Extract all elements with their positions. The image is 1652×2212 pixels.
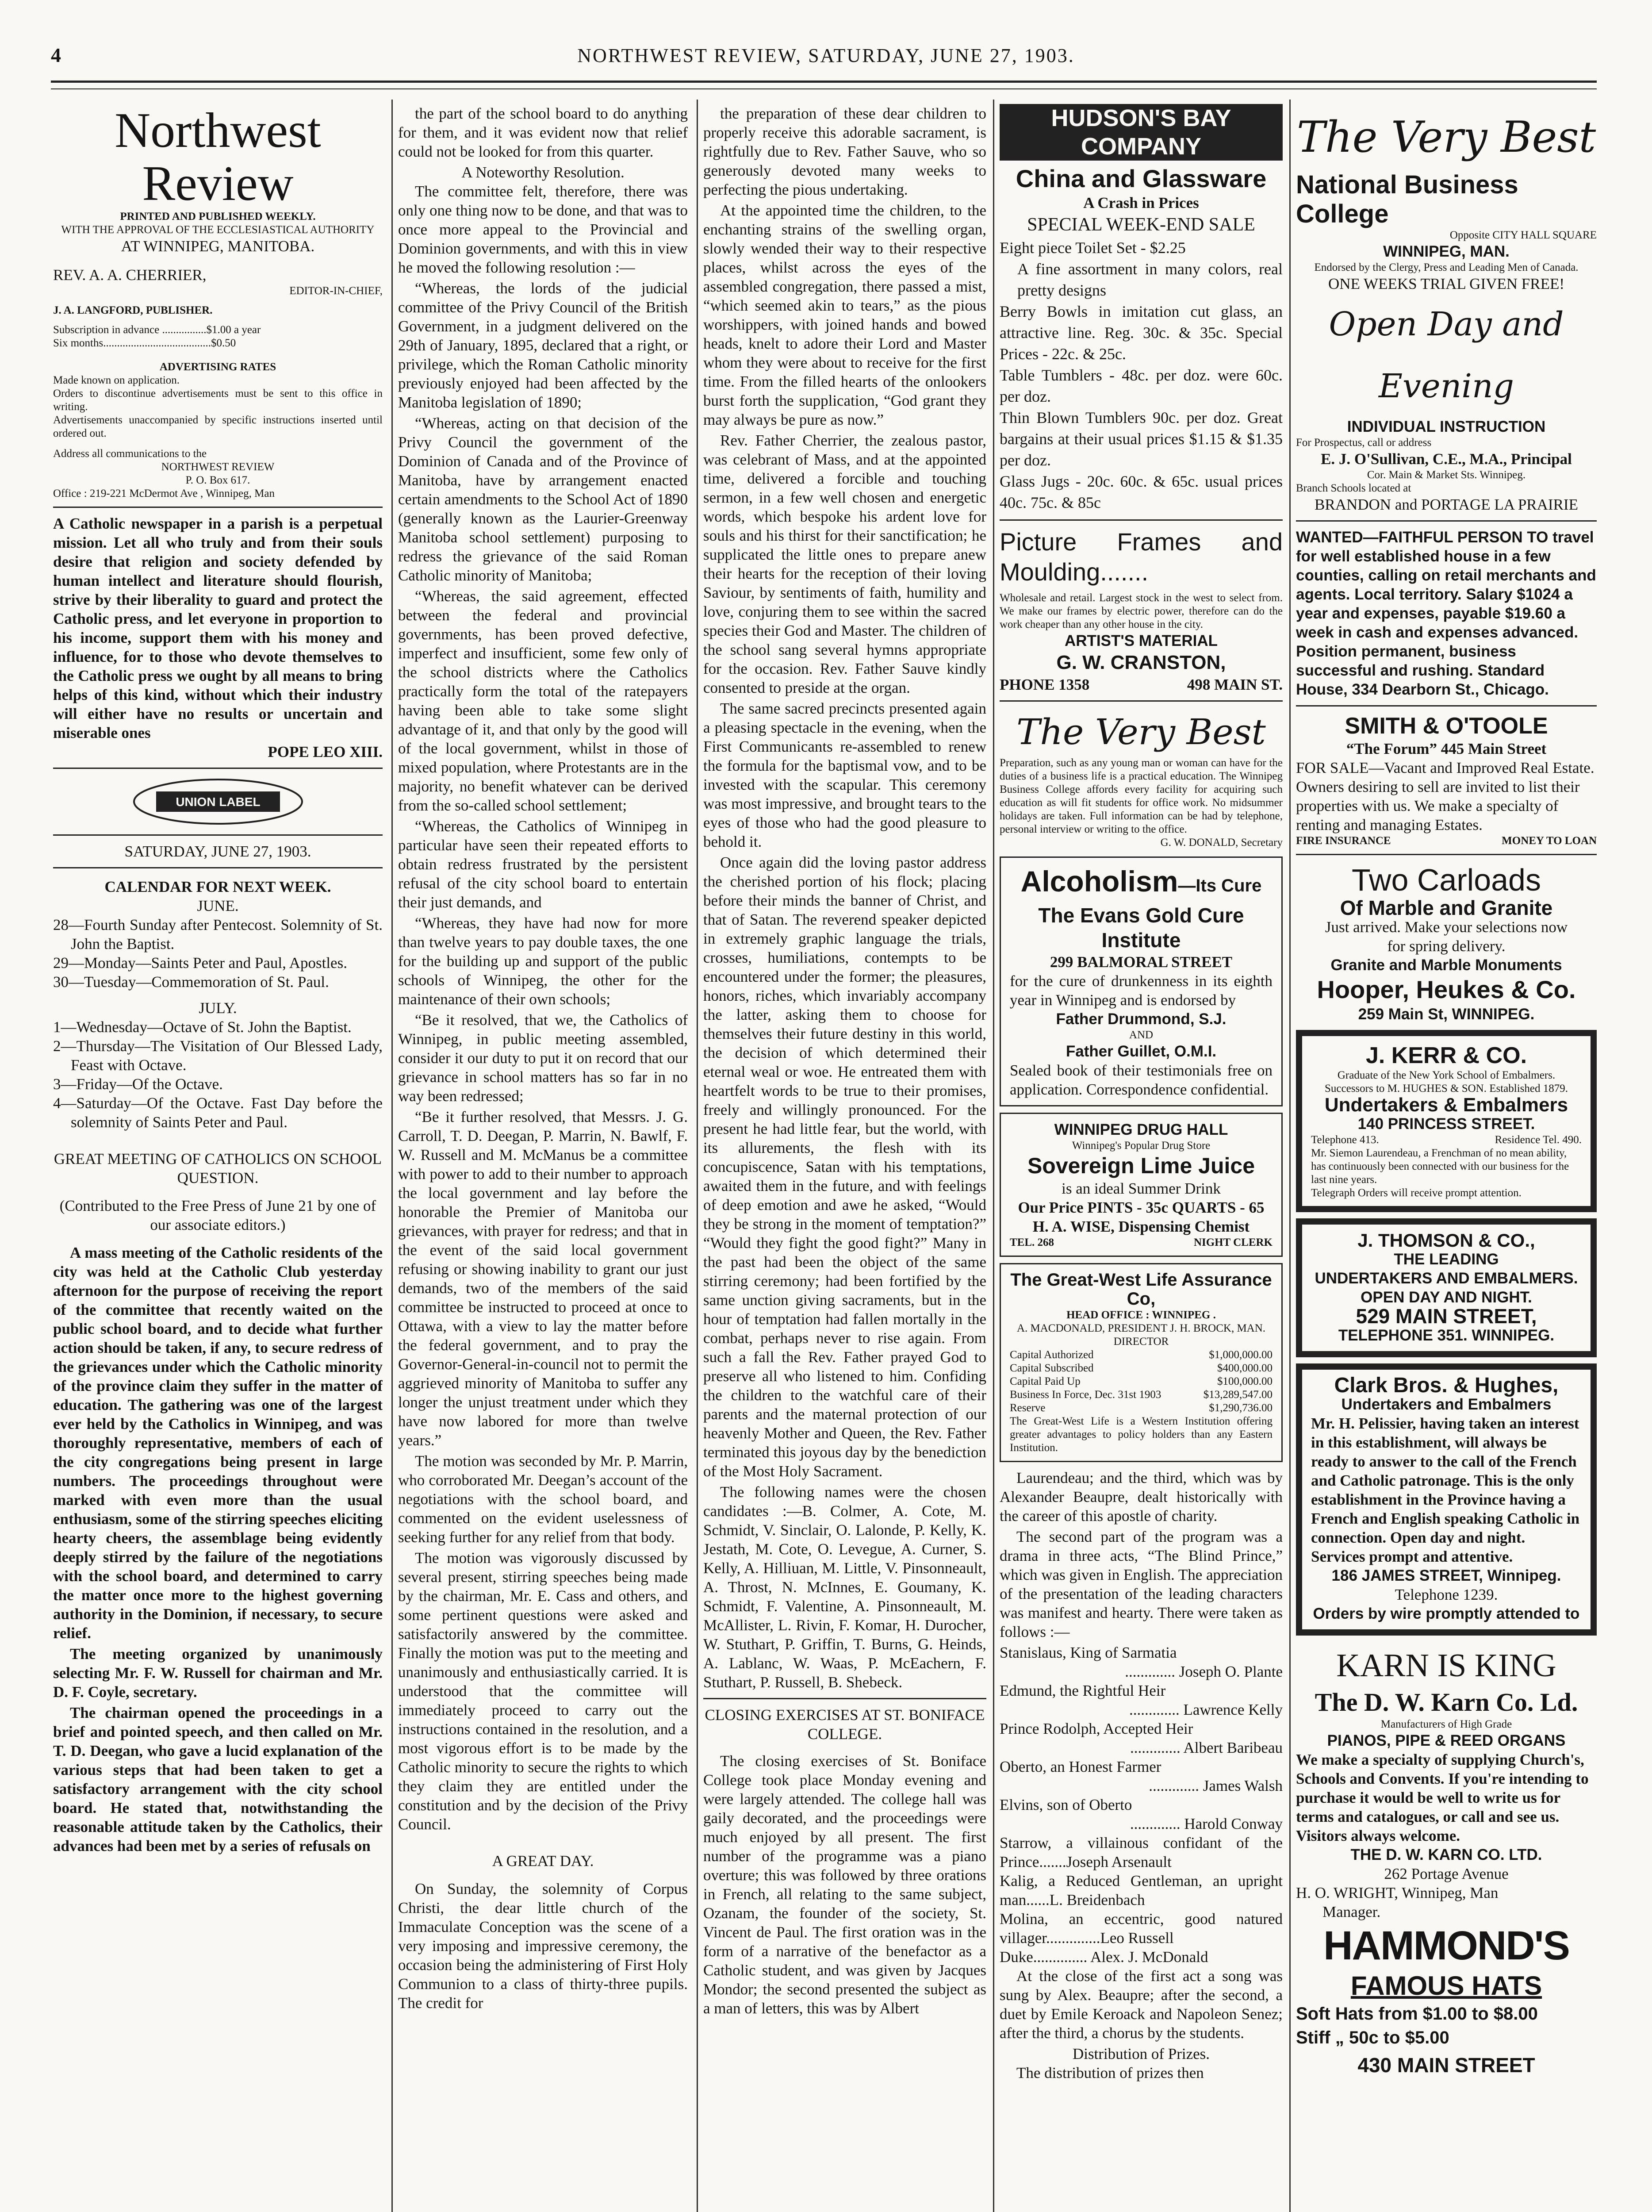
publisher: J. A. LANGFORD, PUBLISHER. [53, 304, 213, 316]
kerr-phones [1311, 1133, 1582, 1147]
gw-value: $1,290,736.00 [1209, 1402, 1273, 1414]
drug-hall-heading: WINNIPEG DRUG HALL [1054, 1121, 1228, 1138]
gw-label: Capital Authorized [1010, 1349, 1094, 1361]
thomson-open: OPEN DAY AND NIGHT. [1361, 1289, 1532, 1306]
nbc-city: WINNIPEG, MAN. [1383, 243, 1510, 260]
pope-leo-signature: POPE LEO XIII. [268, 743, 383, 760]
paragraph: The second part of the program was a drama in three acts, “The Blind Prince,” which was given in English. The appreciation of the presentation of the leading characters was manifest and hearty. There were taken as follows :— [1000, 1528, 1283, 1640]
drug-hall-ad [1000, 1113, 1283, 1257]
paragraph: The meeting organized by unanimously selecting Mr. F. W. Russell for chairman and Mr. D. F. Coyle, secretary. [53, 1645, 383, 1701]
advertising-note: Made known on application. [53, 374, 180, 386]
paragraph: Laurendeau; and the third, which was by Alexander Beaupre, dealt historically with the career of this apostle of charity. [1000, 1469, 1283, 1525]
drug-hall-title: Sovereign Lime Juice [1027, 1153, 1255, 1178]
union-label-icon [130, 777, 307, 826]
drug-hall-tel: TEL. 268 [1010, 1237, 1054, 1248]
thomson-leading: THE LEADING [1394, 1251, 1499, 1268]
gw-row [1010, 1388, 1273, 1402]
column-divider [697, 100, 698, 2212]
article-headline: GREAT MEETING OF CATHOLICS ON SCHOOL QUESTION. [54, 1150, 382, 1187]
thomson-address: 529 MAIN STREET, [1356, 1305, 1537, 1328]
smith-otoole-services [1296, 834, 1597, 848]
evans-institute: The Evans Gold Cure Institute [1038, 904, 1244, 952]
nbc-script-logo: The Very Best [1296, 112, 1596, 162]
clark-bros-title: Clark Bros. & Hughes, [1334, 1374, 1559, 1397]
hbc-item: Eight piece Toilet Set - $2.25 [1000, 239, 1186, 257]
cast-role: Starrow, a villainous confidant of the Prince.......Joseph Arsenault [1000, 1834, 1283, 1870]
paragraph: “Be it further resolved, that Messrs. J. G. Carroll, T. D. Deegan, P. Marrin, N. Bawlf, F. W. Russell and M. McManus be a committee with power to add to their number to approach the local government and lay before the honorable the Premier of Manitoba our grievances, with prayer for redress; and that in the event of the said local government refusing or showing inability to grant our just demands, two of the members of the said committee be instructed to proceed at once to Ottawa, with a view to lay the matter before the federal government, and to pray the Governor-General-in-council not to permit the aggrieved minority of Manitoba to suffer any longer the unjust treatment under which they have now labored for more than twelve years.” [398, 1108, 688, 1449]
calendar-july-list [53, 1018, 383, 1132]
paragraph: “Whereas, the lords of the judicial committee of the Privy Council of the British Government, in a judgment delivered on the 29th of January, 1895, declared that a right, or privilege, which the Roman Catholic minority previously enjoyed had been affected by the Manitoba legislation of 1890; [398, 280, 688, 411]
hbc-item: Thin Blown Tumblers 90c. per doz. Great bargains at their usual prices $1.15 & $1.35 per doz. [1000, 409, 1283, 469]
advertising-heading: ADVERTISING RATES [159, 361, 276, 373]
two-carloads-body: Just arrived. Make your selections now for spring delivery. [1325, 918, 1568, 955]
column-5 [1296, 104, 1597, 2212]
very-best-signature: G. W. DONALD, Secretary [1160, 837, 1283, 849]
cranston-address: 498 MAIN ST. [1187, 676, 1283, 693]
page-header-title: NORTHWEST REVIEW, SATURDAY, JUNE 27, 1903. [577, 45, 1075, 66]
hbc-title: China and Glassware [1016, 165, 1267, 192]
subheading: Distribution of Prizes. [1072, 2045, 1210, 2062]
cast-list [1000, 1643, 1283, 1966]
clark-bros-address: 186 JAMES STREET, Winnipeg. [1331, 1567, 1561, 1584]
gw-label: Business In Force, Dec. 31st 1903 [1010, 1389, 1161, 1401]
kerr-tel: Telephone 413. [1311, 1134, 1379, 1146]
gw-label: Reserve [1010, 1402, 1046, 1414]
karn-manager: H. O. WRIGHT, Winnipeg, Man [1296, 1884, 1499, 1901]
union-label-text: UNION LABEL [175, 795, 261, 809]
open-evening-branch: Branch Schools located at [1296, 482, 1411, 494]
clark-bros-ad [1296, 1363, 1597, 1636]
cast-actor: ............. Lawrence Kelly [1129, 1701, 1283, 1718]
header-rule [51, 81, 1597, 83]
cast-role: Kalig, a Reduced Gentleman, an upright man......L. Breidenbach [1000, 1872, 1283, 1909]
header-rule-thin [51, 88, 1597, 89]
drug-hall-price: Our Price PINTS - 35c QUARTS - 65 [1018, 1199, 1265, 1216]
article-headline: CLOSING EXERCISES AT ST. BONIFACE COLLEGE. [705, 1706, 985, 1743]
gw-title: The Great-West Life Assurance Co, [1010, 1270, 1272, 1309]
advertising-note: Advertisements unaccompanied by specific instructions inserted until ordered out. [53, 414, 383, 439]
clark-bros-sub: Undertakers and Embalmers [1341, 1396, 1552, 1413]
open-evening-principal: E. J. O'Sullivan, C.E., M.A., Principal [1321, 450, 1572, 468]
alcoholism-title: Alcoholism [1020, 865, 1178, 898]
hbc-item: Berry Bowls in imitation cut glass, an attractive line. Reg. 30c. & 35c. Special Prices - 22c. & 25c. [1000, 303, 1283, 363]
karn-heading: KARN IS KING [1336, 1647, 1556, 1684]
calendar-heading: CALENDAR FOR NEXT WEEK. [104, 878, 331, 895]
paragraph: “Whereas, the said agreement, effected between the federal and provincial governments, has been proved defective, imperfect and insufficient, some few only of the school districts where the Catholics practically form the total of the ratepayers having been able to take some slight advantage of it, and that only by the good will of the local government, whilst in those of mixed population, where Protestants are in the majority, no benefit whatever can be derived from the so-called school settlement; [398, 588, 688, 814]
thomson-undertakers: UNDERTAKERS AND EMBALMERS. [1315, 1270, 1578, 1287]
column-divider [993, 100, 994, 2212]
editor-role: EDITOR-IN-CHIEF, [289, 285, 383, 297]
kerr-res: Residence Tel. 490. [1495, 1134, 1582, 1146]
cast-role: Edmund, the Rightful Heir [1000, 1682, 1166, 1699]
hbc-subtitle: A Crash in Prices [1083, 194, 1199, 211]
karn-manager-title: Manager. [1322, 1903, 1381, 1920]
advertising-note: Orders to discontinue advertisements must be sent to this office in writing. [53, 388, 383, 413]
drug-hall-desc: is an ideal Summer Drink [1062, 1180, 1221, 1197]
karn-products: PIANOS, PIPE & REED ORGANS [1327, 1732, 1566, 1749]
address-line: Address all communications to the [53, 448, 207, 460]
gw-label: Capital Paid Up [1010, 1375, 1081, 1387]
smith-otoole-body: FOR SALE—Vacant and Improved Real Estate. Owners desiring to sell are invited to list their properties with us. We make a specialty of renting and managing Estates. [1296, 759, 1595, 833]
two-carloads-monuments: Granite and Marble Monuments [1330, 956, 1562, 974]
address-line: P. O. Box 617. [185, 474, 250, 486]
hammonds-address: 430 MAIN STREET [1357, 2054, 1535, 2077]
kerr-body: Mr. Siemon Laurendeau, a Frenchman of no mean ability, has continuously been connected with our business for the last nine years. [1311, 1147, 1569, 1186]
cranston-contact [1000, 675, 1283, 694]
subheading: A Noteworthy Resolution. [461, 164, 625, 181]
column-4 [1000, 104, 1283, 2212]
nbc-endorse: Endorsed by the Clergy, Press and Leading Men of Canada. [1314, 261, 1579, 273]
subscription-rate: Subscription in advance ................$1.00 a year [53, 324, 261, 336]
thomson-ad [1296, 1218, 1597, 1357]
column-divider [391, 100, 393, 2212]
karn-address: 262 Portage Avenue [1384, 1865, 1509, 1882]
calendar-item: 2—Thursday—The Visitation of Our Blessed Lady, Feast with Octave. [53, 1037, 383, 1074]
page-number: 4 [51, 44, 61, 66]
union-label-logo [53, 775, 383, 828]
hammonds-sub: FAMOUS HATS [1350, 1971, 1542, 2001]
cast-actor: ............. Harold Conway [1130, 1815, 1283, 1832]
paragraph: the preparation of these dear children to properly receive this adorable sacrament, is rightfully due to Rev. Father Sauve, who so generously devoted many weeks to perfecting the pious undertaking. [703, 105, 986, 198]
smith-otoole-money: MONEY TO LOAN [1502, 835, 1597, 847]
masthead: Northwest Review [115, 104, 321, 211]
kerr-undertakers: Undertakers & Embalmers [1324, 1094, 1568, 1116]
paragraph: The committee felt, therefore, there was only one thing now to be done, and that was to once more appeal to the Provincial and Dominion governments, and with this in view he moved the following resolution :— [398, 183, 688, 276]
pope-leo-quote: A Catholic newspaper in a parish is a perpetual mission. Let all who truly and from their souls desire that religion and society defended by human intellect and literature should flourish, strive by their liberality to guard and protect the Catholic press, and let everyone in proportion to his income, support them with his money and influence, for to those who devote themselves to the Catholic press we ought by all means to bring helps of this kind, without which their industry will either have no results or uncertain and miserable ones [53, 515, 383, 741]
gw-table [1010, 1348, 1273, 1415]
cast-role: Molina, an eccentric, good natured villager..............Leo Russell [1000, 1910, 1283, 1947]
father-guillet: Father Guillet, O.M.I. [1066, 1043, 1217, 1060]
hammonds-stiff: Stiff „ 50c to $5.00 [1296, 2028, 1449, 2047]
alcoholism-ad [1000, 856, 1283, 1106]
masthead-sub: PRINTED AND PUBLISHED WEEKLY. [120, 211, 316, 223]
paragraph: The closing exercises of St. Boniface College took place Monday evening and were largely attended. The college hall was gaily decorated, and the proceedings were much enjoyed by all present. The first number of the programme was a piano overture; this was followed by three orations in French, all relating to the same subject, Ozanam, the founder of the society, St. Vincent de Paul. The first oration was in the form of a narrative of the benefactor as a Catholic student, and was given by Jacques Mondor; the second presented the subject as a man of letters, this was by Albert [703, 1752, 986, 2017]
article-headline: A GREAT DAY. [492, 1852, 594, 1870]
gw-label: Capital Subscribed [1010, 1362, 1094, 1374]
wanted-ad: WANTED—FAITHFUL PERSON TO travel for well established house in a few counties, calling on retail merchants and agents. Local territory. Salary $1024 a year and expenses, payable $19.60 a week in cash and expenses advanced. Position permanent, business successful and rushing. Standard House, 334 Dearborn St., Chicago. [1296, 529, 1596, 698]
gw-row [1010, 1348, 1273, 1362]
hooper-heukes-title: Hooper, Heukes & Co. [1317, 975, 1576, 1003]
paragraph: “Whereas, they have had now for more than twelve years to pay double taxes, the one for the building up and support of the public schools of Winnipeg, the other for the maintenance of their own schools; [398, 914, 688, 1008]
smith-otoole-forum: “The Forum” 445 Main Street [1346, 740, 1547, 757]
gw-footer: The Great-West Life is a Western Institution offering greater advantages to policy holders than any Eastern Institution. [1010, 1415, 1273, 1454]
address-line: NORTHWEST REVIEW [161, 461, 275, 473]
hbc-sale: SPECIAL WEEK-END SALE [1027, 215, 1255, 235]
open-evening-script: Open Day and Evening [1329, 305, 1564, 405]
very-best-script: The Very Best [1016, 711, 1266, 753]
picture-frames-title: Picture Frames and Moulding....... [1000, 528, 1283, 586]
evans-and: AND [1129, 1029, 1154, 1041]
kerr-ad [1296, 1030, 1597, 1212]
gw-value: $100,000.00 [1217, 1375, 1273, 1387]
subscription-six-months: Six months.......................................$0.50 [53, 337, 236, 349]
evans-footer: Sealed book of their testimonials free on application. Correspondence confidential. [1010, 1062, 1273, 1098]
calendar-item: 28—Fourth Sunday after Pentecost. Solemnity of St. John the Baptist. [53, 916, 383, 952]
father-drummond: Father Drummond, S.J. [1056, 1010, 1227, 1028]
hooper-heukes-address: 259 Main St, WINNIPEG. [1358, 1006, 1535, 1023]
paragraph: The same sacred precincts presented again a pleasing spectacle in the evening, when the First Communicants re-assembled to renew the formula for the baptismal vow, and to be invested with the scapular. This ceremony was most impressive, and brought tears to the eyes of those who had the good pleasure to behold it. [703, 700, 986, 850]
kerr-address: 140 PRINCESS STREET. [1357, 1115, 1535, 1133]
calendar-item: 1—Wednesday—Octave of St. John the Baptist. [53, 1018, 352, 1036]
calendar-item: 30—Tuesday—Commemoration of St. Paul. [53, 973, 329, 991]
hammonds-title: HAMMOND'S [1323, 1923, 1569, 1968]
gw-value: $1,000,000.00 [1209, 1349, 1273, 1361]
paragraph: “Be it resolved, that we, the Catholics of Winnipeg, in public meeting assembled, consider it our duty to put it on record that our grievance in school matters has so far in no way been redressed; [398, 1011, 688, 1105]
hbc-logo: HUDSON'S BAY COMPANY [1000, 104, 1283, 161]
masthead-approval: WITH THE APPROVAL OF THE ECCLESIASTICAL AUTHORITY [61, 224, 375, 236]
gw-value: $400,000.00 [1217, 1362, 1273, 1374]
cranston-phone: PHONE 1358 [1000, 676, 1090, 693]
gw-row [1010, 1375, 1273, 1388]
open-evening-instruction: INDIVIDUAL INSTRUCTION [1347, 418, 1546, 435]
karn-mfr: Manufacturers of High Grade [1380, 1718, 1512, 1730]
hbc-item: Table Tumblers - 48c. per doz. were 60c. per doz. [1000, 366, 1283, 405]
cast-role: Stanislaus, King of Sarmatia [1000, 1644, 1177, 1661]
paragraph: At the appointed time the children, to the enchanting strains of the swelling organ, slowly wended their way to their respective places, whilst across the eyes of the assembled congregation, there passed a mist, “which seemed akin to tears,” as the pious worshippers, with joined hands and bowed heads, knelt to adore their Lord and Master whom they were about to receive for the first time. From the filled hearts of the onlookers burst forth the supplication, “God grant they may always be pure as now.” [703, 202, 986, 428]
column-2 [398, 104, 688, 2212]
paragraph: A mass meeting of the Catholic residents of the city was held at the Catholic Club yesterday afternoon for the purpose of receiving the report of the committee that recently waited on the public school board, and to decide what further action should be taken, if any, to secure redress of the grievances under which the Catholic minority of the province claim they suffer in the matter of education. The gathering was one of the largest ever held by the Catholics in Winnipeg, and was thoroughly representative, members of each of the city congregations being present in large numbers. The proceedings throughout were marked with even more than the usual enthusiasm, some of the stirring speeches eliciting hearty cheers, the assemblage being evidently deeply stirred by the failure of the negotiations with the school board, and determined to carry the matter once more to the highest governing authority in the Dominion, if necessary, to secure relief. [53, 1244, 383, 1642]
drug-hall-contact [1010, 1236, 1273, 1249]
evans-body: for the cure of drunkenness in its eighth year in Winnipeg and is endorsed by [1010, 972, 1273, 1009]
kerr-title: J. KERR & CO. [1365, 1043, 1527, 1068]
paragraph: Once again did the loving pastor address the cherished portion of his flock; placing before their minds the banner of Christ, and that of Satan. The reverend speaker depicted in extremely graphic language the trials, crosses, humiliations, contempts to be encountered under the former; the pleasures, honors, riches, which invariably accompany the latter, asking them to choose for themselves their future destiny in this world, the decision of which determined their eternal weal or woe. He entreated them with heartfelt words to be true to their promises, freely and willingly pronounced. For the present he had little fear, but the world, with its allurements, the flesh with its concupiscence, Satan with his temptations, awaited them in the future, and with feelings of deep emotion and awe he asked, “Would they be strong in the moment of temptation?” “Would they fight the good fight?” Many in the past had been the object of the same stirring ceremony; had been fortified by the same unction giving sacraments, but in the hour of temptation had fallen mortally in the combat, perhaps never to rise again. From such a fall the Rev. Father prayed God to preserve all who listened to him. Confiding the children to the watchful care of their parents and the maternal protection of our heavenly Mother and Queen, the Rev. Father terminated this joyous day by the benediction of the Most Holy Sacrament. [703, 854, 986, 1480]
gw-value: $13,289,547.00 [1203, 1389, 1273, 1401]
drug-hall-night: NIGHT CLERK [1193, 1237, 1273, 1248]
nbc-opposite: Opposite CITY HALL SQUARE [1449, 229, 1597, 241]
open-evening-branch-cities: BRANDON and PORTAGE LA PRAIRIE [1315, 496, 1578, 513]
calendar-month-june: JUNE. [197, 897, 239, 914]
paragraph: The distribution of prizes then [1016, 2064, 1204, 2081]
calendar-month-july: JULY. [199, 999, 237, 1017]
editor-name: REV. A. A. CHERRIER, [53, 266, 207, 284]
article-contrib-note: (Contributed to the Free Press of June 21 by one of our associate editors.) [59, 1197, 376, 1233]
hbc-item: Glass Jugs - 20c. 60c. & 65c. usual prices 40c. 75c. & 85c [1000, 472, 1283, 511]
issue-date: SATURDAY, JUNE 27, 1903. [124, 843, 311, 860]
clark-bros-orders: Orders by wire promptly attended to [1313, 1605, 1580, 1622]
thomson-tel: TELEPHONE 351. WINNIPEG. [1338, 1327, 1555, 1344]
cast-role: Duke.............. Alex. J. McDonald [1000, 1948, 1208, 1966]
gw-row [1010, 1362, 1273, 1375]
paragraph: The chairman opened the proceedings in a brief and pointed speech, and then called on Mr. T. D. Deegan, who gave a lucid explanation of the various steps that had been taken to get a satisfactory arrangement with the city school board. He stated that, notwithstanding the reasonable attitude taken by the Catholics, their advances had been met by a series of refusals on [53, 1704, 383, 1855]
paragraph: “Whereas, acting on that decision of the Privy Council the government of the Dominion of Canada and of the Province of Manitoba, have by arrangement enacted certain amendments to the School Act of 1890 (generally known as the Laurier-Greenway Manitoba school settlement) purposing to redress the grievance of the said Roman Catholic minority of Manitoba; [398, 415, 688, 584]
paragraph: On Sunday, the solemnity of Corpus Christi, the dear little church of the Immaculate Conception was the scene of a very imposing and impressive ceremony, the occasion being the administering of First Holy Communion to a class of thirty-three pupils. The credit for [398, 1880, 688, 2012]
paragraph: At the close of the first act a song was sung by Alex. Beaupre; after the second, a duet by Emile Keroack and Napoleon Senez; after the third, a chorus by the students. [1000, 1967, 1283, 2042]
hbc-item-list [1000, 237, 1283, 513]
picture-frames-body: Wholesale and retail. Largest stock in the west to select from. We make our frames by electric power, therefore can do the work cheaper than any other house in the city. [1000, 592, 1283, 630]
hbc-item: A fine assortment in many colors, real pretty designs [1017, 260, 1283, 299]
column-3 [703, 104, 986, 2212]
column-1 [53, 104, 383, 2212]
cast-actor: ............. Joseph O. Plante [1125, 1663, 1283, 1680]
kerr-grad: Graduate of the New York School of Embalmers. [1337, 1069, 1556, 1081]
alcoholism-cure: —Its Cure [1178, 876, 1262, 895]
thomson-title: J. THOMSON & CO., [1357, 1230, 1535, 1251]
karn-body: We make a specialty of supplying Church's, Schools and Convents. If you're intending to purchase it would be well to write us for terms and catalogues, or call and see us. Visitors always welcome. [1296, 1751, 1589, 1844]
two-carloads-title: Two Carloads [1352, 863, 1541, 897]
paragraph: The motion was seconded by Mr. P. Marrin, who corroborated Mr. Deegan’s account of the negotiations with the school board, and commented on the evident uselessness of seeking further for any relief from that body. [398, 1452, 688, 1546]
paragraph: the part of the school board to do anything for them, and it was evident now that relief could not be looked for from this quarter. [398, 105, 688, 160]
paragraph: The motion was vigorously discussed by several present, stirring speeches being made by the chairman, Mr. E. Cass and others, and some pertinent questions were asked and satisfactorily answered by the committee. Finally the motion was put to the meeting and unanimously and enthusiastically carried. It is understood that the committee will immediately proceed to carry out the instructions contained in the resolution, and a most vigorous effort is to be made by the Catholic minority to secure the rights to which they claim they are entitled under the constitution and by the decision of the Privy Council. [398, 1549, 688, 1833]
two-carloads-sub: Of Marble and Granite [1340, 896, 1553, 919]
artists-material: ARTIST'S MATERIAL [1065, 632, 1218, 649]
cast-role: Elvins, son of Oberto [1000, 1796, 1132, 1813]
calendar-june-list [53, 915, 383, 991]
address-line: Office : 219-221 McDermot Ave , Winnipeg, Man [53, 488, 275, 499]
hammonds-soft: Soft Hats from $1.00 to $8.00 [1296, 2004, 1538, 2024]
cast-role: Prince Rodolph, Accepted Heir [1000, 1720, 1193, 1737]
karn-firm: The D. W. Karn Co. Ld. [1315, 1688, 1578, 1717]
open-evening-prospectus: For Prospectus, call or address [1296, 437, 1432, 449]
cast-actor: ............. Albert Baribeau [1130, 1739, 1283, 1756]
evans-address: 299 BALMORAL STREET [1050, 953, 1233, 971]
column-divider [1289, 100, 1291, 2212]
clark-bros-tel: Telephone 1239. [1395, 1586, 1498, 1603]
open-evening-address: Cor. Main & Market Sts. Winnipeg. [1367, 469, 1526, 481]
gw-office: HEAD OFFICE : WINNIPEG . [1066, 1309, 1216, 1321]
very-best-body: Preparation, such as any young man or woman can have for the duties of a business life is a practical education. The Winnipeg Business College affords every facility for acquiring such education as will fit students for office work. No midsummer holidays are taken. Full information can be had by telephone, personal interview or writing to the office. [1000, 757, 1283, 835]
drug-hall-owner: H. A. WISE, Dispensing Chemist [1032, 1218, 1250, 1235]
paragraph: The following names were the chosen candidates :—B. Colmer, A. Cote, M. Schmidt, V. Sinclair, O. Lalonde, P. Kelly, K. Jestath, M. Cote, O. Levegue, A. Curner, S. Kelly, A. Hilliuan, M. Little, V. Pinsonneault, A. Throst, N. McInnes, E. Goumany, K. Schmidt, F. Valentine, A. Pinsonneault, M. McAllister, L. Rivin, F. Komar, H. Durocher, W. Stuthart, P. Griffin, T. Burns, G. Heinds, A. Lablanc, W. Waas, P. McEachern, F. Stuthart, P. Russell, B. Shebeck. [703, 1483, 986, 1691]
paragraph: “Whereas, the Catholics of Winnipeg in particular have seen their repeated efforts to obtain redress frustrated by the persistent refusal of the city school board to entertain their just demands, and [398, 818, 688, 911]
nbc-trial: ONE WEEKS TRIAL GIVEN FREE! [1328, 275, 1565, 292]
calendar-item: 29—Monday—Saints Peter and Paul, Apostles. [53, 954, 347, 972]
masthead-location: AT WINNIPEG, MANITOBA. [121, 238, 315, 255]
paragraph: Rev. Father Cherrier, the zealous pastor, was celebrant of Mass, and at the appointed time, delivered a forcible and touching sermon, in a few well chosen and energetic words, which bespoke his ardent love for souls and his thirst for their sanctification; he supplicated the little ones to prepare anew their hearts for the reception of their loving Saviour, by sentiments of faith, humility and love, conjuring them to see within the sacred species their God and Master. The children of the school sang several hymns appropriate for the occasion. Rev. Father Sauve kindly consented to preside at the organ. [703, 432, 986, 696]
cast-actor: ............. James Walsh [1149, 1777, 1283, 1794]
great-west-life-ad [1000, 1263, 1283, 1462]
gw-row [1010, 1402, 1273, 1415]
calendar-item: 3—Friday—Of the Octave. [53, 1075, 223, 1093]
gw-officers: A. MACDONALD, PRESIDENT J. H. BROCK, MAN. DIRECTOR [1016, 1322, 1266, 1348]
smith-otoole-fire: FIRE INSURANCE [1296, 835, 1391, 847]
article-body [53, 1243, 383, 1855]
calendar-item: 4—Saturday—Of the Octave. Fast Day before the solemnity of Saints Peter and Paul. [53, 1094, 383, 1131]
kerr-successors: Successors to M. HUGHES & SON. Established 1879. [1325, 1083, 1568, 1094]
kerr-telegraph: Telegraph Orders will receive prompt attention. [1311, 1187, 1522, 1199]
karn-firm-2: THE D. W. KARN CO. LTD. [1350, 1846, 1542, 1863]
nbc-title: National Business College [1296, 170, 1518, 228]
cast-role: Oberto, an Honest Farmer [1000, 1758, 1161, 1775]
smith-otoole-title: SMITH & O'TOOLE [1345, 713, 1548, 739]
drug-hall-sub: Winnipeg's Popular Drug Store [1072, 1140, 1211, 1152]
clark-bros-body: Mr. H. Pelissier, having taken an interest in this establishment, will always be ready to answer to the call of the French and Catholic patronage. This is the only establishment in the Province having a French and English speaking Catholic in connection. Open day and night. Services prompt and attentive. [1311, 1415, 1580, 1565]
cranston-name: G. W. CRANSTON, [1056, 652, 1226, 673]
